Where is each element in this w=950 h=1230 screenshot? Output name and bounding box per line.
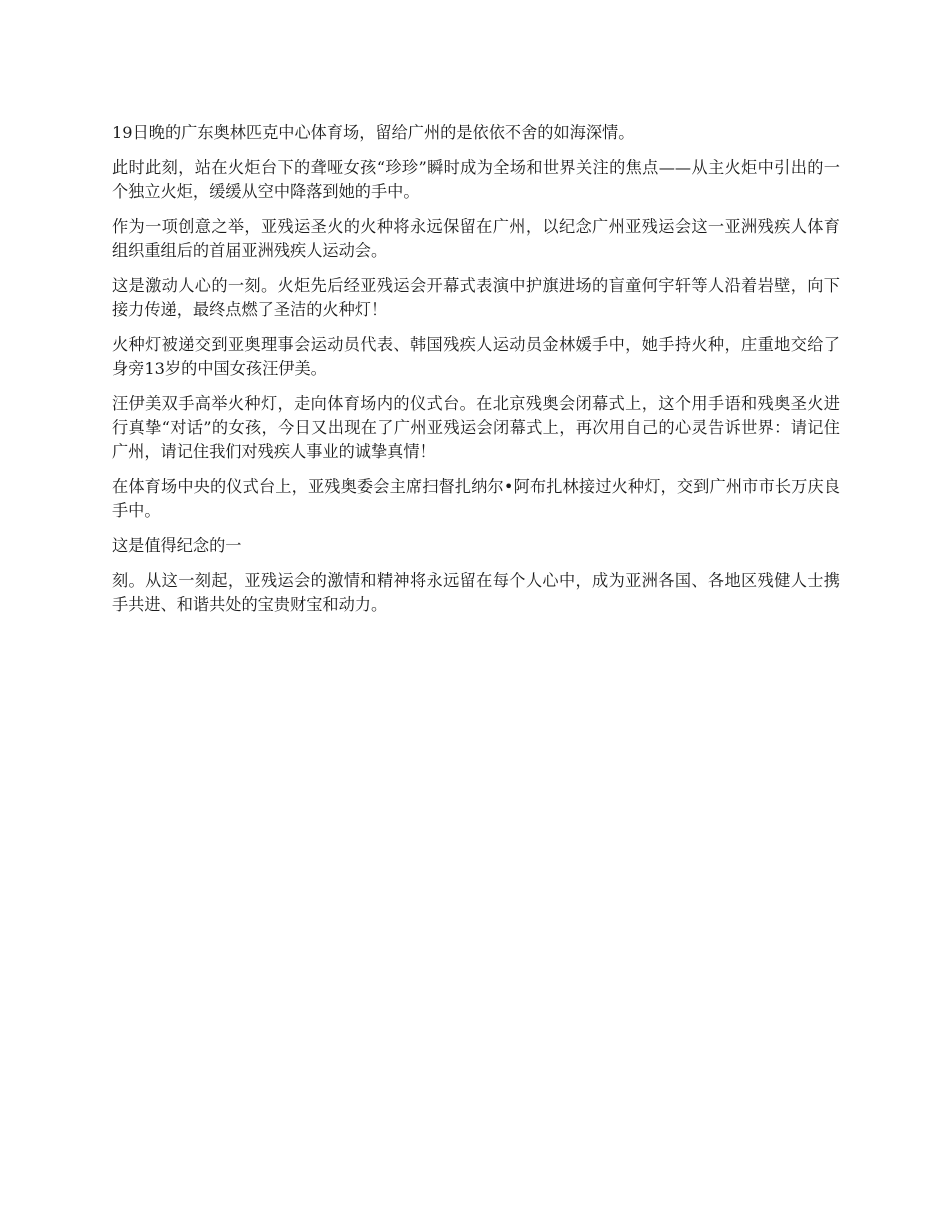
article-body xyxy=(112,121,840,628)
paragraph-2: 此时此刻，站在火炬台下的聋哑女孩“珍珍”瞬时成为全场和世界关注的焦点——从主火炬中引出的一个独立火炬，缓缓从空中降落到她的手中。 xyxy=(112,158,840,201)
paragraph-9: 刻。从这一刻起，亚残运会的激情和精神将永远留在每个人心中，成为亚洲各国、各地区残健人士携手共进、和谐共处的宝贵财宝和动力。 xyxy=(112,571,840,614)
paragraph-1: 19日晚的广东奥林匹克中心体育场，留给广州的是依依不舍的如海深情。 xyxy=(112,123,635,142)
paragraph-3: 作为一项创意之举，亚残运圣火的火种将永远保留在广州，以纪念广州亚残运会这一亚洲残疾人体育组织重组后的首届亚洲残疾人运动会。 xyxy=(112,217,840,260)
paragraph-6: 汪伊美双手高举火种灯，走向体育场内的仪式台。在北京残奥会闭幕式上，这个用手语和残奥圣火进行真挚“对话”的女孩，今日又出现在了广州亚残运会闭幕式上，再次用自己的心灵告诉世界：请记住广州，请记住我们对残疾人事业的诚挚真情！ xyxy=(112,394,840,461)
paragraph-7: 在体育场中央的仪式台上，亚残奥委会主席扫督扎纳尔•阿布扎林接过火种灯，交到广州市市长万庆良手中。 xyxy=(112,477,840,520)
paragraph-8: 这是值得纪念的一 xyxy=(112,536,242,555)
paragraph-4: 这是激动人心的一刻。火炬先后经亚残运会开幕式表演中护旗进场的盲童何宇轩等人沿着岩壁，向下接力传递，最终点燃了圣洁的火种灯！ xyxy=(112,276,840,319)
paragraph-5: 火种灯被递交到亚奥理事会运动员代表、韩国残疾人运动员金林媛手中，她手持火种，庄重地交给了身旁13岁的中国女孩汪伊美。 xyxy=(112,335,840,378)
